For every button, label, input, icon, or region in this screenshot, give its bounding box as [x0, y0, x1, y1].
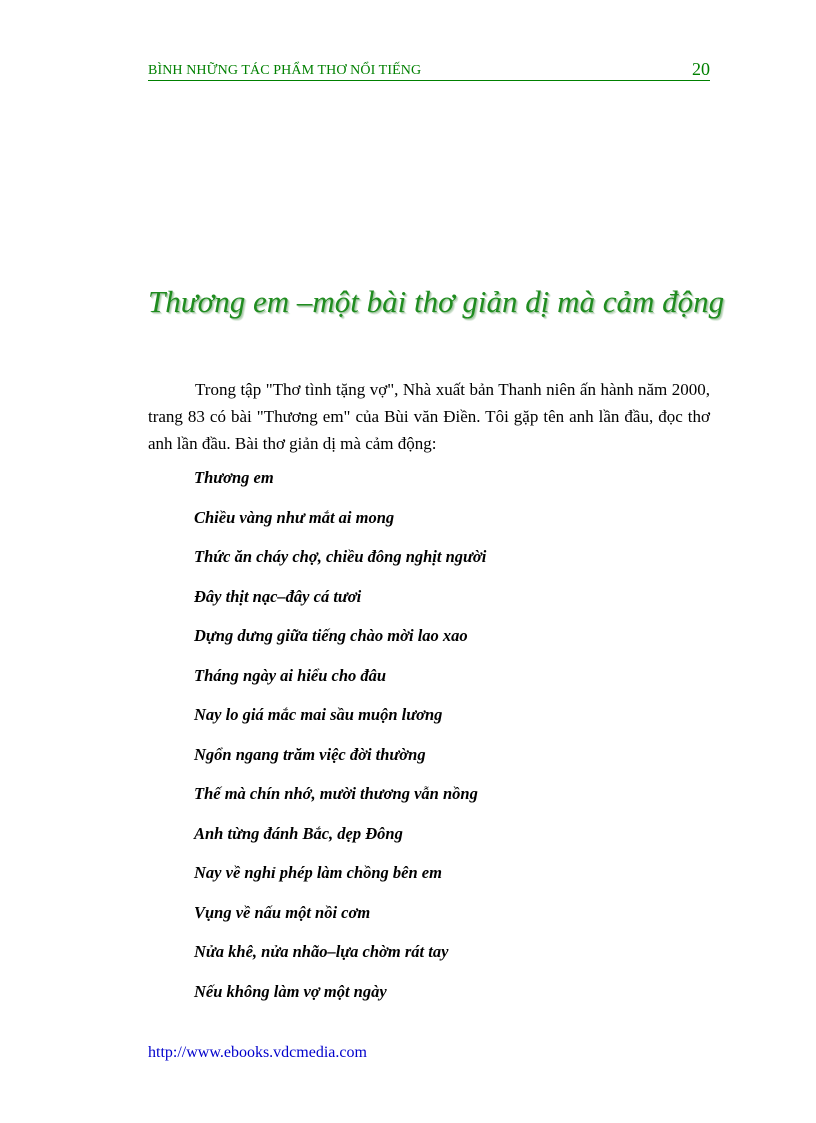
poem-line: Thức ăn cháy chợ, chiều đông nghịt người: [194, 547, 487, 566]
poem-line: Nay về nghỉ phép làm chồng bên em: [194, 863, 442, 882]
poem-line: Chiều vàng như mắt ai mong: [194, 507, 395, 527]
footer-url-link[interactable]: http://www.ebooks.vdcmedia.com: [148, 1044, 367, 1061]
poem-line: Vụng về nấu một nồi cơm: [194, 902, 371, 922]
poem-line: Thương em: [194, 468, 274, 487]
poem-line: Nay lo giá mắc mai sầu muộn lương: [194, 705, 443, 724]
page-number: 20: [692, 59, 710, 79]
poem-line: Nửa khê, nửa nhão–lựa chờm rát tay: [194, 942, 449, 961]
chapter-heading: Thương em –một bài thơ giản dị mà cảm động: [148, 284, 725, 319]
poem: [194, 466, 714, 1019]
poem-line: Đây thịt nạc–đây cá tươi: [194, 586, 362, 606]
poem-line: Nếu không làm vợ một ngày: [194, 981, 387, 1001]
running-header: [148, 59, 710, 81]
poem-line: Anh từng đánh Bắc, dẹp Đông: [194, 823, 403, 843]
intro-paragraph: Trong tập "Thơ tình tặng vợ", Nhà xuất bản Thanh niên ấn hành năm 2000, trang 83 có bài "Thương em" của Bùi văn Điền. Tôi gặp tên anh lần đầu, đọc thơ anh lần đầu. Bài thơ giản dị mà cảm động:: [148, 380, 710, 453]
poem-line: Dựng dưng giữa tiếng chào mời lao xao: [194, 626, 468, 645]
book-title: BÌNH NHỮNG TÁC PHẨM THƠ NỔI TIẾNG: [148, 63, 422, 78]
poem-line: Tháng ngày ai hiểu cho đâu: [194, 665, 387, 685]
poem-line: Ngổn ngang trăm việc đời thường: [194, 744, 426, 764]
poem-line: Thế mà chín nhớ, mười thương vẫn nồng: [194, 784, 478, 803]
